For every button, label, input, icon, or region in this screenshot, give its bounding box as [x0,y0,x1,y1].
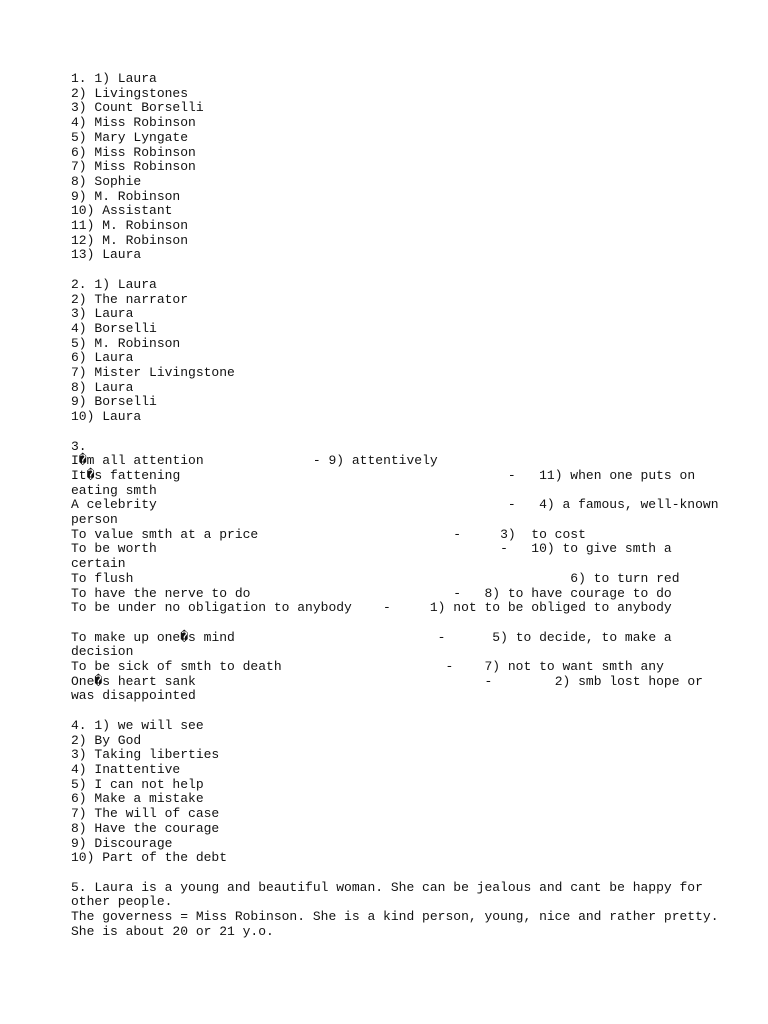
text-line: 2. 1) Laura [71,276,157,292]
text-line: 1. 1) Laura [71,71,157,86]
text-line: 2) Livingstones [71,85,189,101]
blank-line [71,263,711,278]
text-line: To have the nerve to do - 8) to have courage to do [71,585,672,601]
text-line: 8) Have the courage [71,820,220,836]
text-line: 6) Make a mistake [71,791,204,807]
text-line: To flush 6) to turn red [71,570,680,586]
text-line: decision [71,644,134,660]
text-line: To value smth at a price - 3) to cost [71,526,586,542]
text-line: A celebrity - 4) a famous, well-known [71,497,719,513]
blank-line [71,704,711,719]
text-line: 6) Laura [71,350,134,366]
text-line: I�m all attention - 9) attentively [71,453,438,469]
text-line: To be worth - 10) to give smth a [71,541,672,557]
text-line: 3) Taking liberties [71,747,220,763]
blank-line [71,866,711,881]
text-line: 9) Borselli [71,394,157,410]
text-line: To be under no obligation to anybody - 1) not to be obliged to anybody [71,600,672,616]
text-line: 4) Borselli [71,320,157,336]
text-line: other people. [71,894,173,910]
text-line: 5) M. Robinson [71,335,181,351]
text-line: 3) Laura [71,306,134,322]
blank-line [71,616,711,631]
text-line: 7) Miss Robinson [71,159,196,175]
text-line: 5) I can not help [71,776,204,792]
text-line: The governess = Miss Robinson. She is a kind person, young, nice and rather pretty. [71,909,719,924]
text-line: It�s fattening - 11) when one puts on [71,467,696,483]
text-line: 3) Count Borselli [71,100,204,116]
text-line: 10) Assistant [71,203,173,219]
text-line: 12) M. Robinson [71,232,189,248]
text-line: 2) The narrator [71,291,189,307]
text-line: person [71,512,118,528]
text-line: eating smth [71,482,157,498]
text-line: certain [71,556,126,572]
text-line: 9) Discourage [71,835,173,851]
text-line: 9) M. Robinson [71,188,181,204]
text-line: 10) Part of the debt [71,850,228,866]
text-line: 10) Laura [71,409,142,425]
text-line: To make up one�s mind - 5) to decide, to make a [71,629,672,645]
text-line: 5. Laura is a young and beautiful woman. She can be jealous and cant be happy for [71,879,703,895]
text-line: She is about 20 or 21 y.o. [71,923,274,939]
document-body [71,71,719,939]
text-line: One�s heart sank - 2) smb lost hope or [71,673,703,689]
text-line: 4. 1) we will see [71,717,204,733]
text-line: 3. [71,438,87,454]
text-line: 11) M. Robinson [71,218,189,234]
text-line: 7) Mister Livingstone [71,365,235,381]
text-line: was disappointed [71,688,196,704]
text-line: 7) The will of case [71,806,220,822]
text-line: 2) By God [71,732,142,748]
text-line: 13) Laura [71,247,142,263]
text-line: To be sick of smth to death - 7) not to want smth any [71,659,664,675]
text-line: 5) Mary Lyngate [71,129,189,145]
text-line: 8) Sophie [71,173,142,189]
text-line: 4) Miss Robinson [71,115,196,131]
blank-line [71,425,711,440]
text-line: 8) Laura [71,379,134,395]
text-line: 6) Miss Robinson [71,144,196,160]
text-line: 4) Inattentive [71,761,181,777]
